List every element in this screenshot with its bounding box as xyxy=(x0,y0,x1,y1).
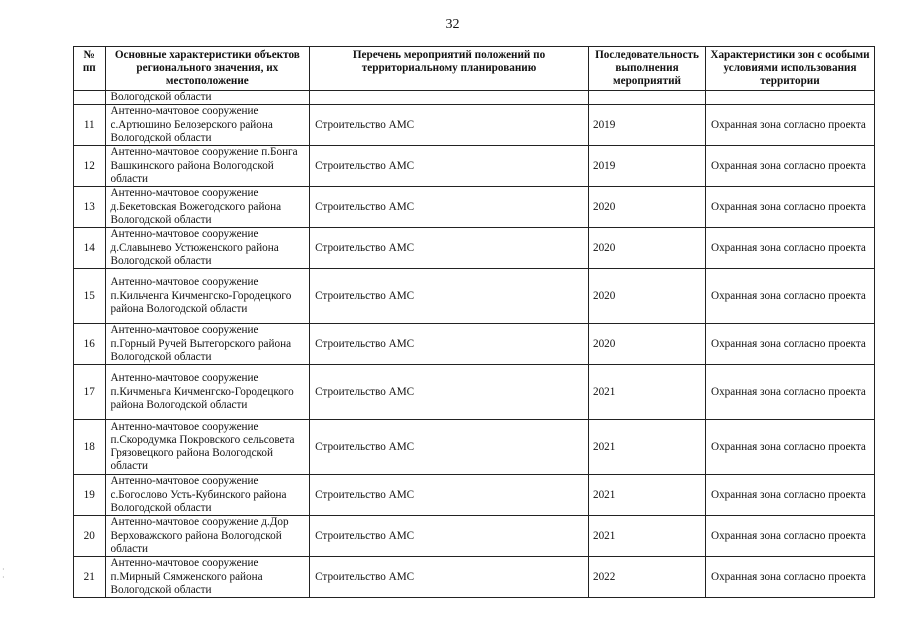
cell-num xyxy=(74,91,106,105)
cell-zone: Охранная зона согласно проекта xyxy=(706,324,875,365)
cell-num: 16 xyxy=(74,324,106,365)
cell-zone: Охранная зона согласно проекта xyxy=(706,228,875,269)
cell-sequence: 2020 xyxy=(588,228,705,269)
cell-num: 13 xyxy=(74,187,106,228)
cell-measure: Строительство АМС xyxy=(310,228,589,269)
cell-object: Антенно-мачтовое сооружение п.Горный Ручей Вытегорского района Вологодской области xyxy=(105,324,310,365)
table-row xyxy=(74,365,875,420)
cell-measure: Строительство АМС xyxy=(310,324,589,365)
cell-sequence: 2021 xyxy=(588,420,705,475)
cell-sequence: 2021 xyxy=(588,475,705,516)
cell-sequence: 2020 xyxy=(588,324,705,365)
table-header-row xyxy=(74,47,875,91)
cell-object: Вологодской области xyxy=(105,91,310,105)
cell-measure: Строительство АМС xyxy=(310,269,589,324)
cell-zone: Охранная зона согласно проекта xyxy=(706,187,875,228)
cell-sequence: 2019 xyxy=(588,105,705,146)
cell-zone: Охранная зона согласно проекта xyxy=(706,516,875,557)
measures-table xyxy=(73,46,875,598)
header-zones: Характеристики зон с особыми условиями использования территории xyxy=(706,47,875,91)
cell-zone: Охранная зона согласно проекта xyxy=(706,420,875,475)
cell-object: Антенно-мачтовое сооружение п.Бонга Вашкинского района Вологодской области xyxy=(105,146,310,187)
cell-sequence: 2020 xyxy=(588,269,705,324)
cell-measure: Строительство АМС xyxy=(310,475,589,516)
cell-measure: Строительство АМС xyxy=(310,557,589,598)
cell-num: 11 xyxy=(74,105,106,146)
cell-object: Антенно-мачтовое сооружение с.Артюшино Белозерского района Вологодской области xyxy=(105,105,310,146)
table-row xyxy=(74,146,875,187)
cell-num: 18 xyxy=(74,420,106,475)
table-row xyxy=(74,420,875,475)
cell-num: 14 xyxy=(74,228,106,269)
cell-num: 20 xyxy=(74,516,106,557)
cell-object: Антенно-мачтовое сооружение п.Скородумка Покровского сельсовета Грязовецкого района Вологодской области xyxy=(105,420,310,475)
cell-object: Антенно-мачтовое сооружение д.Бекетовская Вожегодского района Вологодской области xyxy=(105,187,310,228)
cell-sequence xyxy=(588,91,705,105)
cell-sequence: 2020 xyxy=(588,187,705,228)
continuation-row xyxy=(74,91,875,105)
table-row xyxy=(74,269,875,324)
table-row xyxy=(74,324,875,365)
cell-object: Антенно-мачтовое сооружение д.Дор Верховажского района Вологодской области xyxy=(105,516,310,557)
cell-sequence: 2021 xyxy=(588,516,705,557)
cell-num: 12 xyxy=(74,146,106,187)
table-row xyxy=(74,475,875,516)
cell-num: 19 xyxy=(74,475,106,516)
header-measures: Перечень мероприятий положений по территориальному планированию xyxy=(310,47,589,91)
cell-measure: Строительство АМС xyxy=(310,105,589,146)
cell-object: Антенно-мачтовое сооружение д.Славынево Устюженского района Вологодской области xyxy=(105,228,310,269)
table-row xyxy=(74,105,875,146)
cell-measure xyxy=(310,91,589,105)
margin-mark: · · xyxy=(2,565,5,582)
cell-sequence: 2022 xyxy=(588,557,705,598)
cell-zone: Охранная зона согласно проекта xyxy=(706,365,875,420)
page-number: 32 xyxy=(445,17,460,32)
cell-object: Антенно-мачтовое сооружение п.Кичменьга Кичменгско-Городецкого района Вологодской области xyxy=(105,365,310,420)
cell-measure: Строительство АМС xyxy=(310,420,589,475)
cell-sequence: 2021 xyxy=(588,365,705,420)
cell-num: 15 xyxy=(74,269,106,324)
cell-zone: Охранная зона согласно проекта xyxy=(706,269,875,324)
cell-num: 17 xyxy=(74,365,106,420)
cell-zone xyxy=(706,91,875,105)
header-num: № пп xyxy=(74,47,106,91)
cell-measure: Строительство АМС xyxy=(310,187,589,228)
cell-sequence: 2019 xyxy=(588,146,705,187)
cell-zone: Охранная зона согласно проекта xyxy=(706,146,875,187)
cell-num: 21 xyxy=(74,557,106,598)
cell-zone: Охранная зона согласно проекта xyxy=(706,105,875,146)
table-row xyxy=(74,557,875,598)
table-row xyxy=(74,187,875,228)
cell-measure: Строительство АМС xyxy=(310,146,589,187)
cell-object: Антенно-мачтовое сооружение п.Мирный Сямженского района Вологодской области xyxy=(105,557,310,598)
table-row xyxy=(74,516,875,557)
cell-zone: Охранная зона согласно проекта xyxy=(706,475,875,516)
cell-zone: Охранная зона согласно проекта xyxy=(706,557,875,598)
cell-object: Антенно-мачтовое сооружение п.Кильченга Кичменгско-Городецкого района Вологодской области xyxy=(105,269,310,324)
cell-measure: Строительство АМС xyxy=(310,516,589,557)
header-object: Основные характеристики объектов регионального значения, их местоположение xyxy=(105,47,310,91)
cell-measure: Строительство АМС xyxy=(310,365,589,420)
header-sequence: Последовательность выполнения мероприятий xyxy=(588,47,705,91)
table-row xyxy=(74,228,875,269)
cell-object: Антенно-мачтовое сооружение с.Богослово Усть-Кубинского района Вологодской области xyxy=(105,475,310,516)
